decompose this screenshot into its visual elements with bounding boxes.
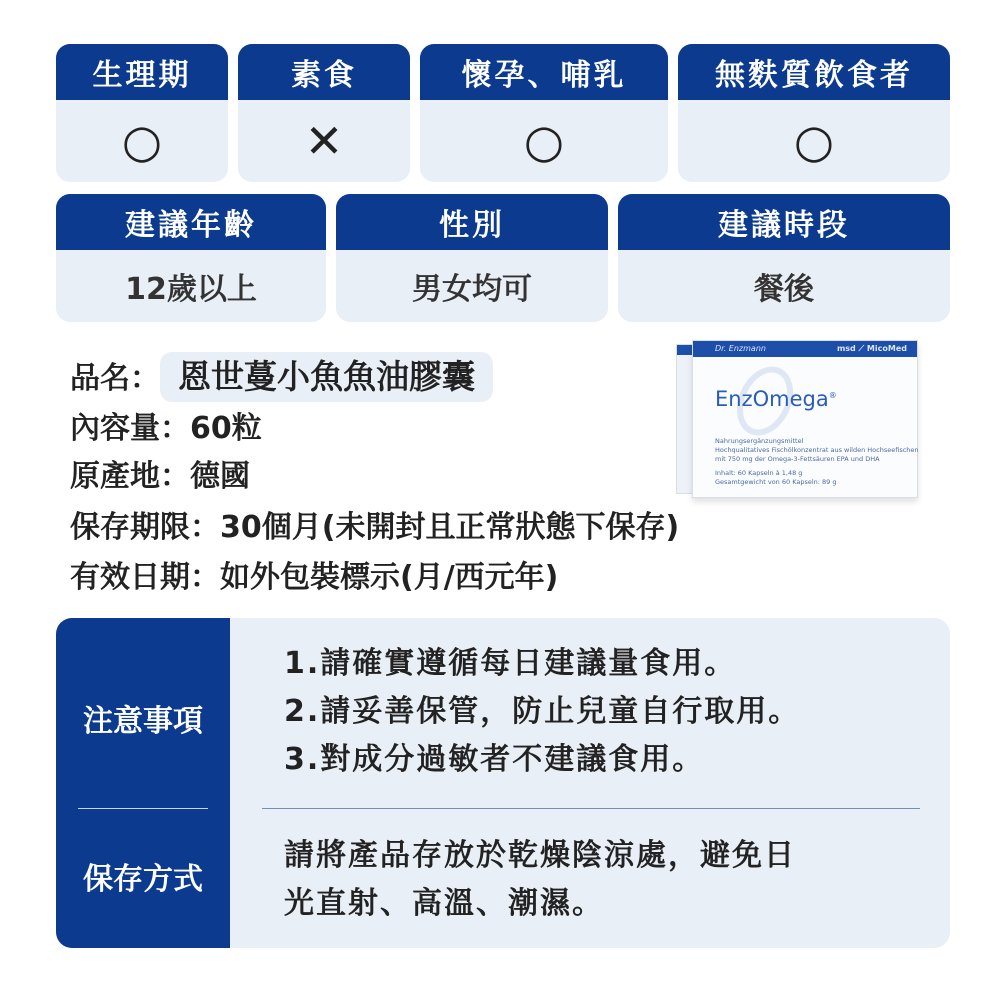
card-header: 素食 xyxy=(238,44,410,100)
origin-line: 原產地：德國 xyxy=(70,459,250,494)
expiry-line: 有效日期：如外包裝標示(月/西元年) xyxy=(70,560,559,595)
box-maker-text: Dr. Enzmann xyxy=(715,344,766,353)
card-value: 餐後 xyxy=(754,272,814,307)
caution-label: 注意事項 xyxy=(83,704,203,739)
caution-line: 2.請妥善保管，防止兒童自行取用。 xyxy=(284,694,801,729)
card-header: 建議時段 xyxy=(618,194,950,250)
box-text-line: Inhalt: 60 Kapseln à 1,48 g xyxy=(715,469,803,477)
suitability-card-gluten-free xyxy=(678,44,950,182)
product-name-value: 恩世蔓小魚魚油膠囊 xyxy=(160,352,493,402)
storage-line: 請將產品存放於乾燥陰涼處，避免日 xyxy=(284,838,796,873)
caution-line: 1.請確實遵循每日建議量食用。 xyxy=(284,646,737,681)
box-text-line: Gesamtgewicht von 60 Kapseln: 89 g xyxy=(715,478,837,486)
product-name-label: 品名： xyxy=(70,361,160,396)
divider xyxy=(262,808,920,809)
card-header: 懷孕、哺乳 xyxy=(420,44,668,100)
suitability-card-pregnancy xyxy=(420,44,668,182)
cross-mark-icon: ✕ xyxy=(304,114,344,168)
suitability-card-period xyxy=(56,44,228,182)
card-header: 建議年齡 xyxy=(56,194,326,250)
card-header: 生理期 xyxy=(56,44,228,100)
gender-card xyxy=(336,194,608,322)
brand-logo: EnzOmega® xyxy=(715,387,837,411)
storage-line: 光直射、高溫、潮濕。 xyxy=(284,886,604,921)
notes-label-column xyxy=(56,618,230,948)
recommended-age-card xyxy=(56,194,326,322)
product-name-line xyxy=(70,352,493,402)
circle-mark-icon: ○ xyxy=(793,114,835,168)
box-front xyxy=(692,340,918,498)
storage-label: 保存方式 xyxy=(83,862,203,897)
caution-line: 3.對成分過敏者不建議食用。 xyxy=(284,742,705,777)
box-text-line: Hochqualitatives Fischölkonzentrat aus wilden Hochseefischen xyxy=(715,446,919,454)
box-distributor-text: msd ⟋ MicoMed xyxy=(836,344,907,353)
notes-panel xyxy=(56,618,950,948)
circle-mark-icon: ○ xyxy=(523,114,565,168)
card-value: 12歲以上 xyxy=(125,272,257,307)
circle-mark-icon: ○ xyxy=(121,114,163,168)
content-line: 內容量：60粒 xyxy=(70,411,262,446)
divider xyxy=(78,808,208,809)
product-box-image xyxy=(676,340,918,498)
recommended-time-card xyxy=(618,194,950,322)
card-header: 無麩質飲食者 xyxy=(678,44,950,100)
card-header: 性別 xyxy=(336,194,608,250)
box-text-line: Nahrungsergänzungsmittel xyxy=(715,437,804,445)
shelf-life-line: 保存期限：30個月(未開封且正常狀態下保存) xyxy=(70,510,680,545)
box-text-line: mit 750 mg der Omega-3-Fettsäuren EPA und DHA xyxy=(715,455,880,463)
suitability-card-vegetarian xyxy=(238,44,410,182)
card-value: 男女均可 xyxy=(412,272,532,307)
box-top-band xyxy=(693,341,917,357)
